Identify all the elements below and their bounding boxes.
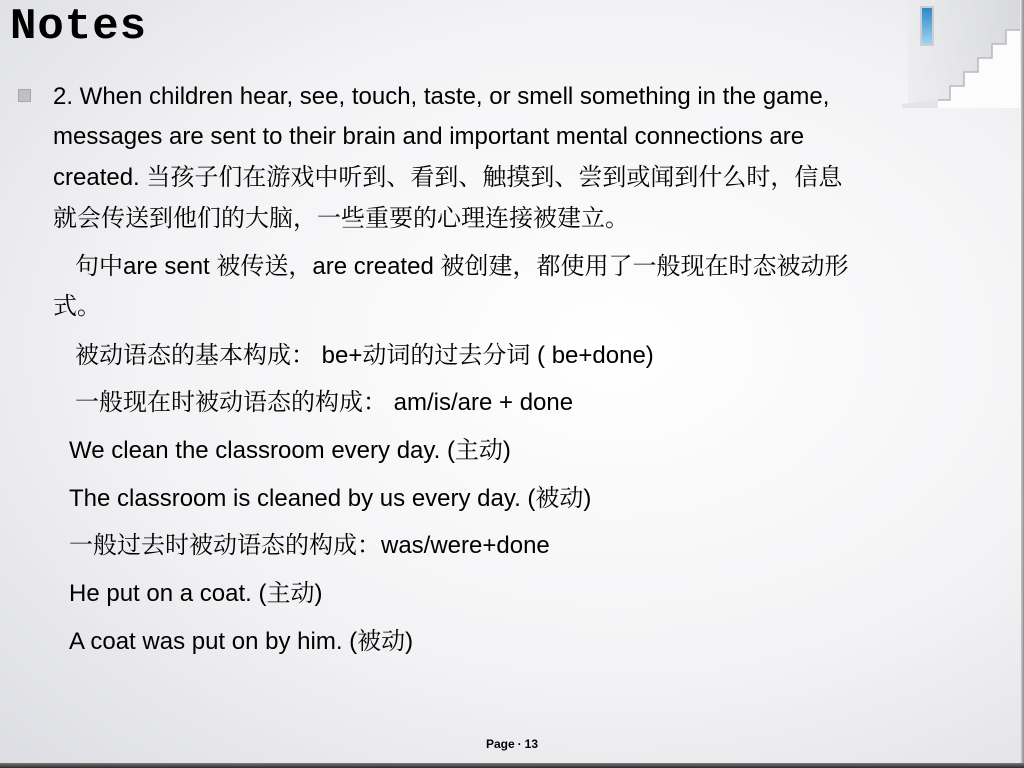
slide-frame-bottom: [0, 763, 1024, 768]
slide-title: Notes: [10, 2, 148, 52]
body-line-10: The classroom is cleaned by us every day. (被动): [69, 485, 592, 512]
page-label: Page: [485, 737, 515, 751]
page-separator: ·: [517, 737, 522, 751]
body-line-9: We clean the classroom every day. (主动): [69, 437, 511, 464]
body-line-1: 2. When children hear, see, touch, taste, or smell something in the game,: [53, 83, 830, 110]
body-line-5: 句中are sent 被传送，are created 被创建，都使用了一般现在时态被动形: [75, 253, 849, 280]
body-line-12: He put on a coat. (主动): [69, 580, 323, 607]
page-number: [0, 737, 1024, 751]
body-line-2: messages are sent to their brain and important mental connections are: [53, 123, 805, 150]
body-line-3: created. 当孩子们在游戏中听到、看到、触摸到、尝到或闻到什么时，信息: [53, 164, 843, 191]
body-line-7: 被动语态的基本构成： be+动词的过去分词 ( be+done): [75, 342, 654, 369]
stairs-doorway-icon: [902, 0, 1020, 108]
body-line-4: 就会传送到他们的大脑，一些重要的心理连接被建立。: [53, 205, 629, 232]
page-number-value: 13: [524, 737, 539, 751]
square-bullet-icon: [18, 89, 31, 102]
body-line-6: 式。: [53, 293, 101, 320]
body-line-11: 一般过去时被动语态的构成：was/were+done: [69, 532, 550, 559]
body-line-8: 一般现在时被动语态的构成： am/is/are + done: [75, 389, 574, 416]
body-line-13: A coat was put on by him. (被动): [69, 628, 414, 655]
